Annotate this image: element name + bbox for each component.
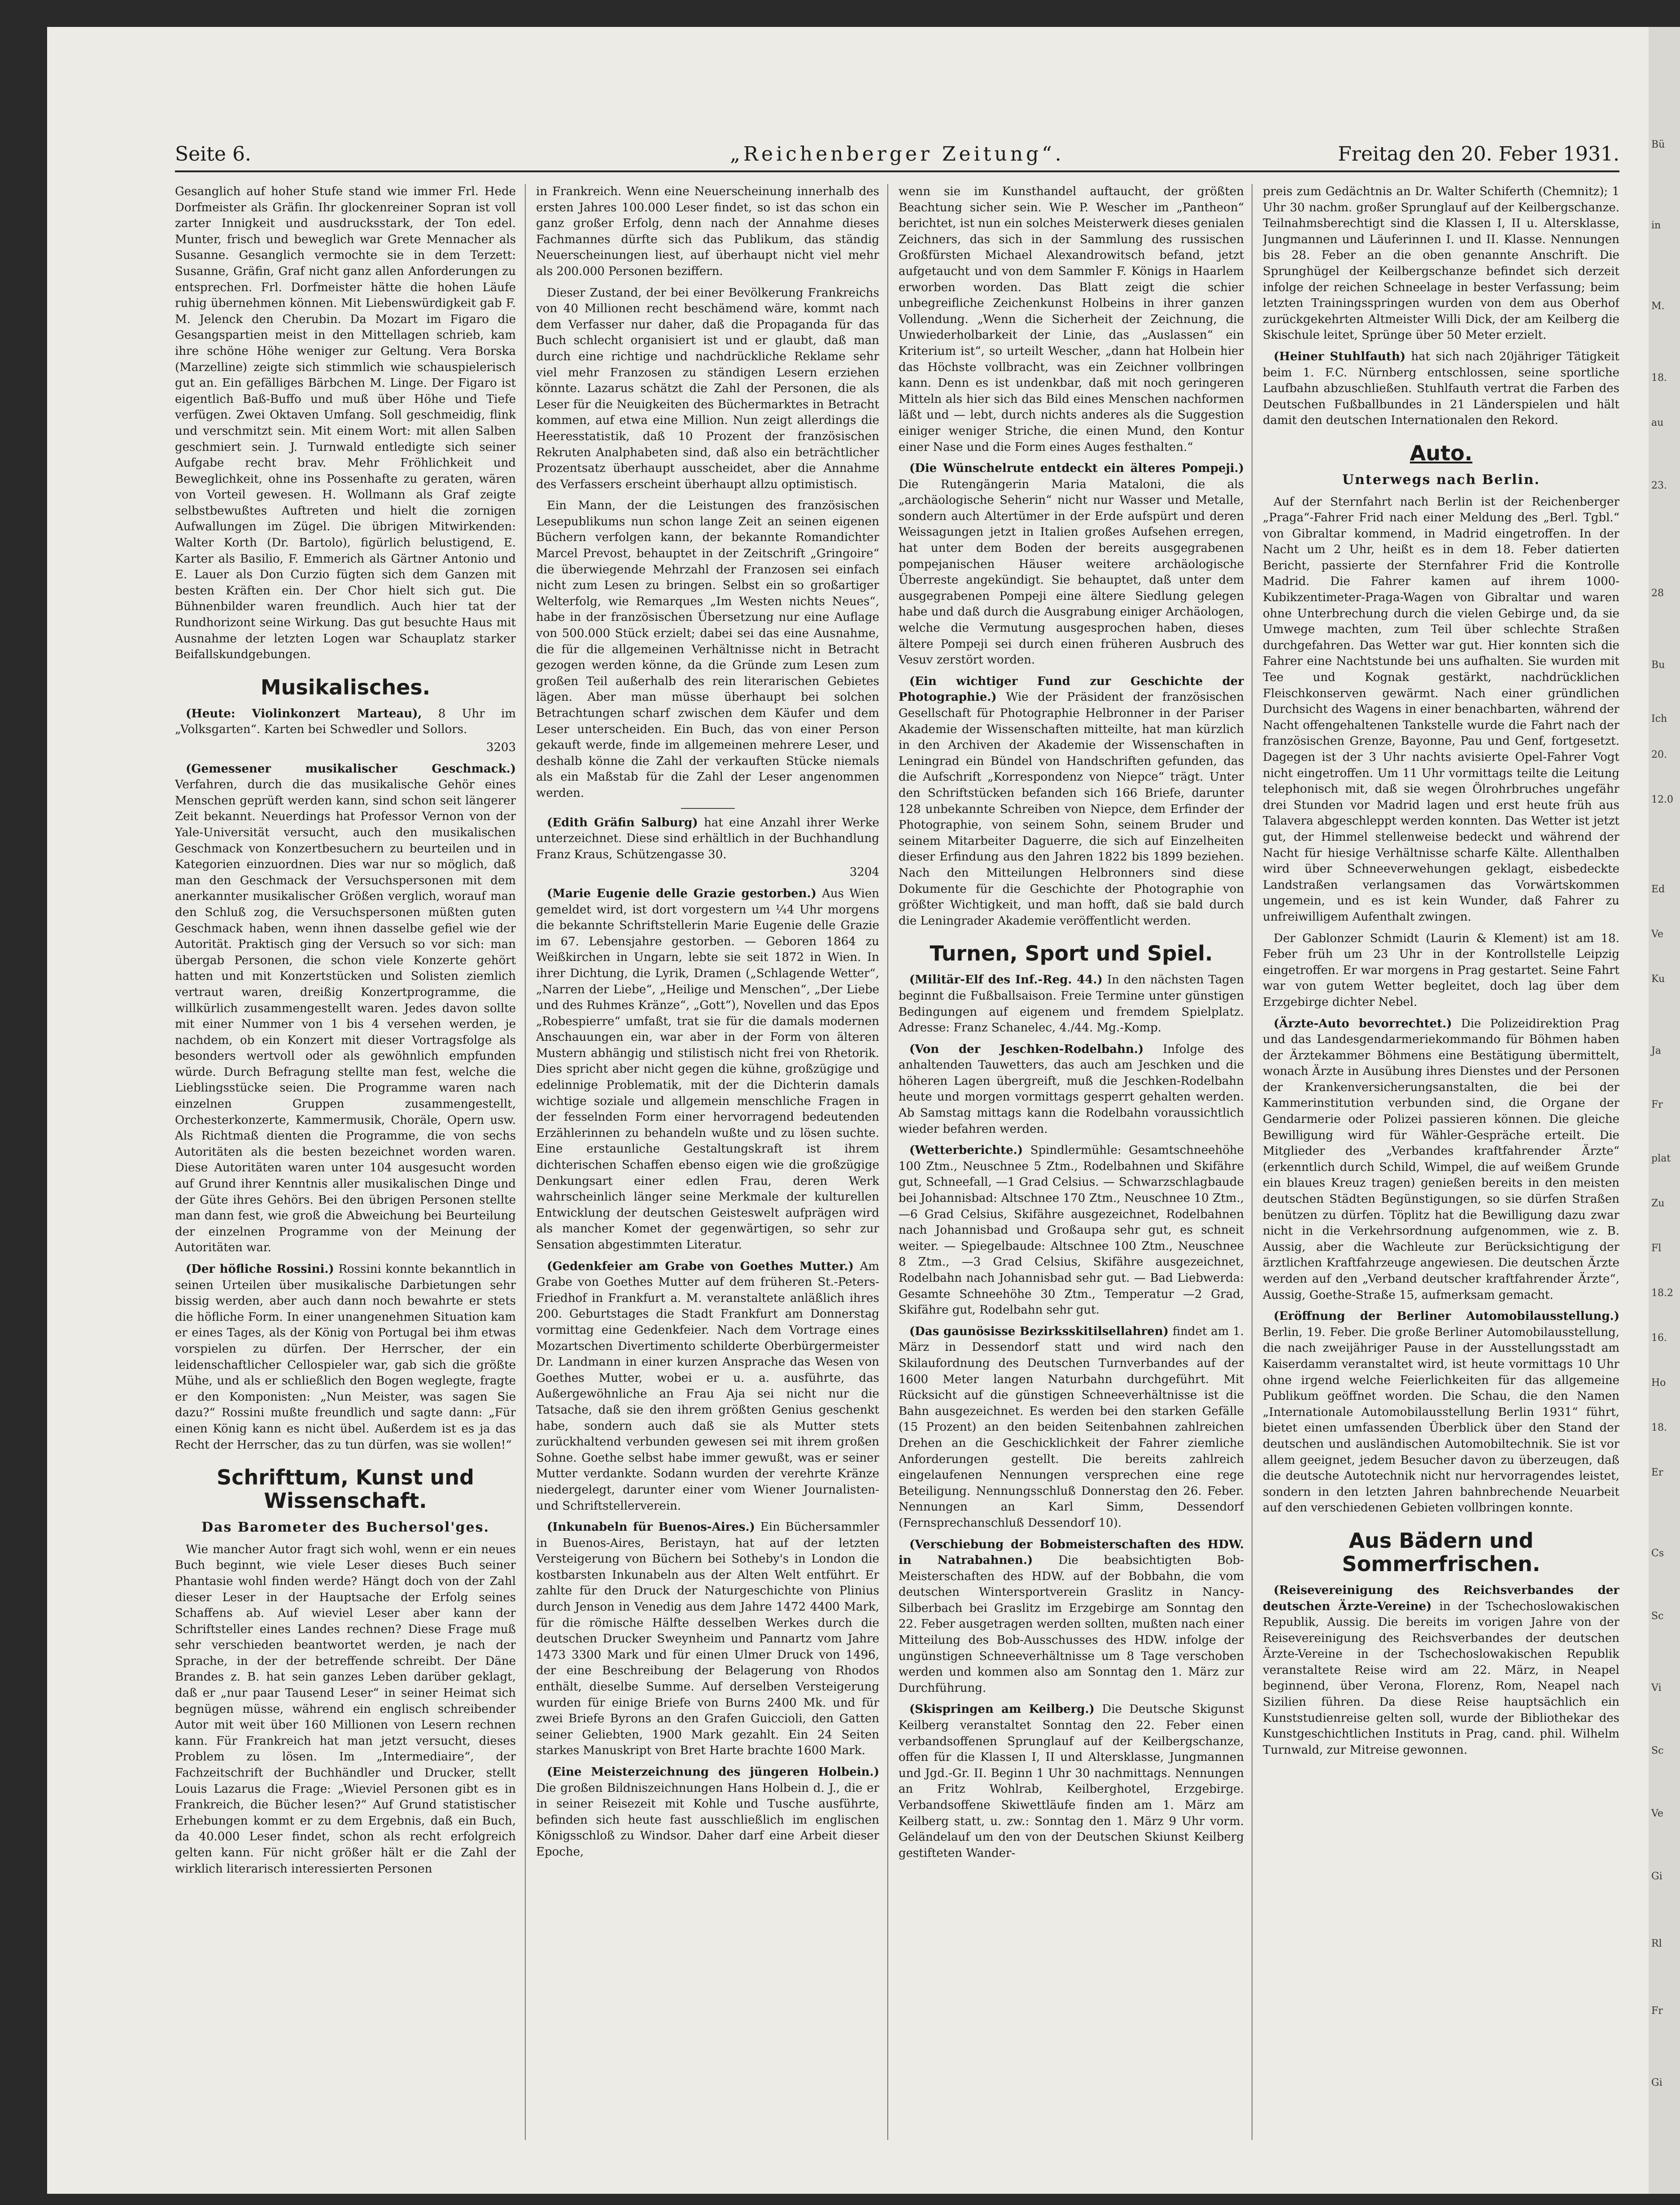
adjacent-page-fragment: Gi: [1651, 2077, 1663, 2088]
adjacent-page-fragment: 18.: [1651, 372, 1667, 384]
ad-number: 3204: [849, 865, 879, 879]
adjacent-page-fragment: Cs: [1651, 1548, 1664, 1559]
adjacent-page-fragment: Vi: [1651, 1682, 1662, 1694]
column-rule: [887, 184, 888, 2140]
section-heading-sport: Turnen, Sport und Spiel.: [929, 941, 1213, 966]
article-text: Auf der Sternfahrt nach Berlin ist der Reichenberger „Praga“-Fahrer Frid nach einer Meldung des „Berl. Tgbl.“ von Gibraltar kommend, in Madrid eingetroffen. In der Nacht um 2 Uhr, heißt es in dem 18. Feber datierten Bericht, passierte der Sternfahrer Frid die Kontrolle Madrid. Die Fahrer kamen auf ihrem 1000-Kubikzentimeter-Praga-Wagen von Gibraltar und waren ohne Unterbrechung durch die vielen Gebirge und, da sie Umwege machten, zum Teil über schlechte Straßen durchgefahren. Das Wetter war gut. Hier konnten sich die Fahrer eine Nachtstunde bei uns aufhalten. Sie wurden mit Tee und Kognak gestärkt, nachdrücklichen Fleischkonserven gewärmt. Nach einer gründlichen Durchsicht des Wagens in einer benachbarten, während der Nacht offengehaltenen Tankstelle wurde die Fahrt nach der französischen Grenze, Bayonne, Pau und Genf, fortgesetzt. Dagegen ist der 3 Uhr nachts avisierte Opel-Fahrer Vogt nicht eingetroffen. Um 11 Uhr vormittags teilte die Leitung telephonisch mit, daß sie wegen Ölrohrbruches ungefähr drei Stunden vor Madrid lagen und erst heute früh aus Talavera abgeschleppt werden konnten. Das Wetter ist jetzt gut, der Himmel stellenweise bedeckt und während der Nacht für hiesige Verhältnisse scharfe Kälte. Allenthalben wird über Schneeverwehungen geklagt, eisbedeckte Landstraßen verlangsamen das Vorwärtskommen ungemein, und es ist kein Wunder, daß Fahrer zu unfreiwilligem Aufenthalt zwingen.: [1263, 495, 1619, 924]
adjacent-page-fragment: Zu: [1651, 1198, 1665, 1209]
section-heading-spas: Aus Bädern und Sommerfrischen.: [1342, 1528, 1540, 1576]
adjacent-page-fragment: Rl: [1651, 1938, 1662, 1949]
adjacent-page-fragment: au: [1651, 417, 1664, 428]
adjacent-page-fragment: Ve: [1651, 1808, 1663, 1819]
ad-number: 3203: [486, 741, 516, 754]
article-text: (Wetterberichte.) Spindlermühle: Gesamtschneehöhe 100 Ztm., Neuschnee 5 Ztm., Rodelbahnen und Skifähre gut, Schneefall, —1 Grad Celsius. — Schwarzschlagbaude bei Johannisbad: Altschnee 170 Ztm., Neuschnee 10 Ztm., —6 Grad Celsius, Skifähre ausgezeichnet, Rodelbahnen nach Johannisbad und Großaupa sehr gut, es schneit weiter. — Spiegelbaude: Altschnee 100 Ztm., Neuschnee 8 Ztm., —3 Grad Celsius, Skifähre ausgezeichnet, Rodelbahn nach Johannisbad sehr gut. — Bad Liebwerda: Gesamte Schneehöhe 30 Ztm., Temperatur —2 Grad, Skifähre gut, Rodelbahn sehr gut.: [899, 1144, 1244, 1317]
adjacent-page-fragment: 12.0: [1651, 794, 1673, 805]
article-text: wenn sie im Kunsthandel auftaucht, der größten Beachtung sicher sein. Wie P. Wescher im „Pantheon“ berichtet, ist nun ein solches Meisterwerk dieses genialen Zeichners, das sich in der Sammlung des russischen Großfürsten Michael Alexandrowitsch befand, jetzt aufgetaucht und von dem Sammler F. Königs in Haarlem erworben worden. Das Blatt zeigt die schier unbegreifliche Zeichenkunst Holbeins in ihrer ganzen Vollendung. „Wenn die Sicherheit der Zeichnung, die Unwiederholbarkeit der Linie, das „Auslassen“ ein Kriterium ist“, so urteilt Wescher, „dann hat Holbein hier das Höchste vollbracht, was ein Zeichner vollbringen kann. Denn es ist undenkbar, daß mit noch geringeren Mitteln als hier sich das Bild eines Menschen nachformen läßt und — lebt, durch nichts anderes als die Suggestion einiger weniger Striche, die einen Mund, den Kontur einer Nase und die Form eines Auges festhalten.“: [899, 185, 1244, 454]
adjacent-page-fragment: Er: [1651, 1467, 1663, 1478]
article-text: (Ärzte-Auto bevorrechtet.) Die Polizeidirektion Prag und das Landesgendarmeriekommando für Böhmen haben der Ärztekammer Böhmens eine Bestätigung übermittelt, wonach Ärzte in Ausübung ihres Dienstes und der Personen der Krankenversicherungsanstalten, die bei der Kammerinstitution verbunden sind, die Organe der Gendarmerie oder Polizei passieren können. Die gleiche Bewilligung wird für Wähler-Gespräche erteilt. Die Mitglieder des „Verbandes kraftfahrender Ärzte“ (erkenntlich durch Schild, Wimpel, die auf weißem Grunde ein blaues Kreuz tragen) genießen bereits in den meisten deutschen Städten Begünstigungen, so sie dürfen Straßen benützen zu dürfen. Töplitz hat die Bewilligung dazu zwar nicht in die Verkehrsordnung aufgenommen, wie z. B. Aussig, aber die Wachleute zur Berücksichtigung der ärztlichen Kraftfahrzeuge angewiesen. Die deutschen Ärzte werden auf den „Verband deutscher kraftfahrender Ärzte“, Aussig, Goethe-Straße 15, aufmerksam gemacht.: [1263, 1017, 1619, 1302]
adjacent-page-fragment: Fr: [1651, 2005, 1663, 2017]
adjacent-page-fragment: 20.: [1651, 749, 1667, 760]
page-header: [175, 143, 1619, 172]
article-text: Dieser Zustand, der bei einer Bevölkerung Frankreichs von 40 Millionen recht beschämend wäre, kommt nach dem Verfasser nur daher, daß die Propaganda für das Buch schlecht organisiert ist und er glaubt, daß man durch eine richtige und nachdrückliche Reklame sehr viel mehr Franzosen zu ständigen Lesern erziehen könnte. Lazarus schätzt die Zahl der Personen, die als Leser für die Neuigkeiten des Büchermarktes in Betracht kommen, auf etwa eine Million. Nun zeigt allerdings die Heeresstatistik, daß 10 Prozent der französischen Rekruten Analphabeten sind, daß also ein beträchtlicher Prozentsatz überhaupt ausscheidet, aber die Annahme des Verfassers erscheint überhaupt allzu optimistisch.: [536, 286, 879, 491]
adjacent-page-edge: [1649, 27, 1680, 2194]
article-text: Ein Mann, der die Leistungen des französischen Lesepublikums nun schon lange Zeit an seinen eigenen Büchern verfolgen kann, der bekannte Romandichter Marcel Prevost, behauptet in der Zeitschrift „Gringoire“ die überwiegende Mehrzahl der Franzosen sei einfach nicht zum Lesen zu bringen. Selbst ein so großartiger Welterfolg, wie Remarques „Im Westen nichts Neues“, habe in der französischen Übersetzung nur eine Auflage von 500.000 Stück erzielt; dabei sei das eine Ausnahme, die für die allgemeinen Verhältnisse nicht in Betracht gezogen werden könne, da die Gründe zum Lesen zum großen Teil außerhalb des rein literarischen Gebietes lägen. Aber man müsse überhaupt bei solchen Betrachtungen scharf zwischen dem Käufer und dem Leser unterscheiden. Ein Buch, das von einer Person gekauft werde, finde im allgemeinen mehrere Leser, und deshalb könne die Zahl der verkauften Stücke niemals als ein Maßstab für die Zahl der Leser angenommen werden.: [536, 499, 879, 800]
article-text: (Gedenkfeier am Grabe von Goethes Mutter.) Am Grabe von Goethes Mutter auf dem früheren St.-Peters-Friedhof in Frankfurt a. M. veranstaltete anläßlich ihres 200. Geburtstages die Stadt Frankfurt am Donnerstag vormittag eine Gedenkfeier. Nach dem Vortrage eines Mozartschen Divertimento schilderte Oberbürgermeister Dr. Landmann in einer kurzen Ansprache das Wesen von Goethes Mutter, wobei er u. a. ausführte, das Außergewöhnliche an Frau Aja sei nicht nur die Tatsache, daß sie den ihrem größten Genius geschenkt habe, sondern auch daß sie als Mutter stets zurückhaltend verbunden gewesen sei mit ihrem großen Sohne. Goethe selbst habe immer gewußt, was er seiner Mutter verdankte. Sodann wurden der verehrte Kränze niedergelegt, darunter einer vom Wiener Journalisten- und Schriftstellerverein.: [536, 1259, 879, 1513]
article-text: (Von der Jeschken-Rodelbahn.) Infolge des anhaltenden Tauwetters, das auch am Jeschken und die höheren Lagen übergreift, muß die Jeschken-Rodelbahn heute und morgen vormittags gesperrt gehalten werden. Ab Samstag mittags kann die Rodelbahn voraussichtlich wieder befahren werden.: [899, 1042, 1244, 1136]
article-text: (Der höfliche Rossini.) Rossini konnte bekanntlich in seinen Urteilen über musikalische Darbietungen sehr bissig werden, aber auch dann noch bewahrte er stets die höfliche Form. In einer unangenehmen Situation kam er eines Tages, als der König von Portugal bei ihm etwas vorspielen zu dürfen. Der Herrscher, der ein leidenschaftlicher Cellospieler war, gab sich die größte Mühe, und als er schließlich den Bogen weglegte, fragte er den Komponisten: „Nun Meister, was sagen Sie dazu?“ Rossini mußte freundlich und sagte dann: „Für einen König kann es nicht übel. Außerdem ist es ja das Recht der Herrscher, das zu tun dürfen, was sie wollen!“: [175, 1262, 516, 1452]
page-number: Seite 6.: [175, 143, 251, 166]
adjacent-page-fragment: 23.: [1651, 480, 1667, 491]
section-heading-auto: Auto.: [1409, 441, 1473, 465]
article-text: (Gemessener musikalischer Geschmack.) Verfahren, durch die das musikalische Gehör eines Menschen geprüft werden kann, sind schon seit längerer Zeit bekannt. Neuerdings hat Professor Vernon von der Yale-Universität versucht, auch den musikalischen Geschmack von Konzertbesuchern zu beurteilen und in Kategorien einzuordnen. Dies war nur so möglich, daß man den Geschmack der Versuchspersonen mit dem anerkannter musikalischer Größen verglich, worauf man den Schluß zog, die Versuchspersonen müßten guten Geschmack haben, wenn ihnen dasselbe gefiel wie der Autorität. Praktisch ging der Versuch so vor sich: man übergab Personen, die schon viele Konzerte gehört hatten und mit Konzertstücken und Solisten ziemlich vertraut waren, dreißig Konzertprogramme, die willkürlich zusammengestellt waren. Jedes davon sollte mit einer Nummer von 1 bis 4 versehen werden, je nachdem, ob ein Konzert mit dieser Vortragsfolge als besonders wertvoll oder als gewöhnlich empfunden würde. Durch Befragung stellte man fest, welche die Lieblingsstücke seien. Die Programme waren nach einzelnen Gruppen zusammengestellt, Orchesterkonzerte, Kammermusik, Choräle, Opern usw. Als Richtmaß dienten die Programme, die von sechs Autoritäten als die besten bezeichnet worden waren. Diese Autoritäten waren unter 104 ausgesucht worden auf Grund ihrer Kenntnis aller musikalischen Dinge und der Güte ihres Gehörs. Bei den übrigen Personen stellte man dann fest, wie groß die Abweichung bei Beurteilung der einzelnen Programme von der Meinung der Autoritäten war.: [175, 762, 516, 1255]
article-text: (Verschiebung der Bobmeisterschaften des HDW. in Natrabahnen.) Die beabsichtigten Bob-Meisterschaften des HDW. auf der Bobbahn, die vom deutschen Wintersportverein Graslitz in Nancy-Silberbach bei Graslitz im Erzgebirge am Sonntag den 22. Feber ausgetragen werden sollten, mußten nach einer Mitteilung des Bob-Ausschusses des HDW. infolge der ungünstigen Schneeverhältnisse um 8 Tage verschoben werden und kommen also am Sonntag den 1. März zur Durchführung.: [899, 1537, 1244, 1695]
divider: [681, 808, 735, 809]
masthead: „Reichenberger Zeitung“.: [730, 143, 1065, 166]
article-text: (Inkunabeln für Buenos-Aires.) Ein Büchersammler in Buenos-Aires, Beristayn, hat auf der letzten Versteigerung von Büchern bei Sotheby's in London die kostbarsten Inkunabeln aus der Alten Welt entführt. Er zahlte für den Druck der Naturgeschichte von Plinius durch Jenson in Venedig aus dem Jahre 1472 4400 Mark, für die römische Hälfte desselben Werkes durch die deutschen Drucker Sweynheim und Pannartz vom Jahre 1473 3300 Mark und für einen Ulmer Druck von 1496, der eine Beschreibung der Belagerung von Rhodos enthält, dieselbe Summe. Auf derselben Versteigerung wurden für einige Briefe von Burns 2400 Mk. und für zwei Briefe Byrons an den Grafen Guiccioli, den Gatten seiner Geliebten, 1900 Mark gezahlt. Ein 24 Seiten starkes Manuskript von Bret Harte brachte 1600 Mark.: [536, 1520, 879, 1758]
adjacent-page-fragment: Fl: [1651, 1243, 1662, 1254]
article-text: (Marie Eugenie delle Grazie gestorben.) Aus Wien gemeldet wird, ist dort vorgestern um ¼4 Uhr morgens die bekannte Schriftstellerin Marie Eugenie delle Grazie im 67. Lebensjahre gestorben. — Geboren 1864 zu Weißkirchen in Ungarn, lebte sie seit 1872 in Wien. In ihrer Dichtung, die Lyrik, Dramen („Schlagende Wetter“, „Narren der Liebe“, „Heilige und Menschen“, „Der Liebe und des Ruhmes Kränze“, „Gott“), Novellen und das Epos „Robespierre“ umfaßt, trat sie für die damals modernen Anschauungen ein, war aber in der Form von älteren Mustern abhängig und stilistisch nicht frei von Rhetorik. Dies spricht aber nicht gegen die kühne, großzügige und edelinnige Problematik, mit der die Dichterin damals wichtige soziale und allgemein menschliche Fragen in der fesselnden Form einer hervorragend bedeutenden Erzählerinnen zu behandeln wußte und zu lösen suchte. Eine erstaunliche Gestaltungskraft ist ihrem dichterischen Schaffen ebenso eigen wie die großzügige Denkungsart einer edlen Frau, deren Werk wahrscheinlich länger seine Merkmale der kulturellen Entwicklung der deutschen Geisteswelt aufprägen wird als mancher Komet der gegenwärtigen, so sehr zur Sensation abgestimmten Literatur.: [536, 886, 879, 1252]
adjacent-page-fragment: Ed: [1651, 884, 1665, 895]
article-text: preis zum Gedächtnis an Dr. Walter Schiferth (Chemnitz); 1 Uhr 30 nachm. großer Sprunglauf auf der Keilbergschanze. Teilnahmsberechtigt sind die Klassen I, II u. Altersklasse, Jungmannen und Läuferinnen I. und II. Klasse. Nennungen bis 28. Feber an die oben genannte Anschrift. Die Sprunghügel der Keilbergschanze befindet sich derzeit infolge der reichen Schneelage in bester Verfassung; beim letzten Trainingsspringen wurden von dem aus Oberhof zurückgekehrten Altmeister Willi Dick, der am Keilberg die Skischule leitet, Sprünge über 50 Meter erzielt.: [1263, 185, 1619, 342]
section-heading-music: Musikalisches.: [260, 675, 431, 699]
section-heading-literature: Schrifttum, Kunst und Wissenschaft.: [217, 1465, 474, 1513]
article-text: (Militär-Elf des Inf.-Reg. 44.) In den nächsten Tagen beginnt die Fußballsaison. Freie Termine unter günstigen Bedingungen auf eigenem und fremdem Spielplatz. Adresse: Franz Schanelec, 4./44. Mg.-Komp.: [899, 973, 1244, 1035]
adjacent-page-fragment: plat: [1651, 1153, 1671, 1164]
adjacent-page-fragment: M.: [1651, 301, 1665, 312]
adjacent-page-fragment: 18.2: [1651, 1288, 1673, 1299]
article-text: (Eröffnung der Berliner Automobilausstellung.) Berlin, 19. Feber. Die große Berliner Automobilausstellung, die nach zweijähriger Pause in der Ausstellungsstadt am Kaiserdamm veranstaltet wird, ist heute vormittags 10 Uhr ohne irgend welche Feierlichkeiten für das allgemeine Publikum geöffnet worden. Die Schau, die den Namen „Internationale Automobilausstellung Berlin 1931“ führt, bietet einen umfassenden Überblick über den Stand der deutschen und ausländischen Automobiltechnik. Sie ist vor allem geeignet, jedem Besucher davon zu überzeugen, daß die deutsche Autotechnik nicht nur hervorragendes leistet, sondern in den letzten Jahren bahnbrechende Neuarbeit auf den verschiedenen Gebieten vollbringen konnte.: [1263, 1310, 1619, 1515]
adjacent-page-fragment: 28: [1651, 588, 1664, 599]
article-text: (Ein wichtiger Fund zur Geschichte der Photographie.) Wie der Präsident der französischen Gesellschaft für Photographie Helbronner in der Pariser Akademie der Wissenschaften mitteilte, hat man kürzlich in den Archiven der Akademie der Wissenschaften in Leningrad ein Bündel von Handschriften gefunden, das die Aufschrift „Korrespondenz von Niepce“ trägt. Unter den Schriftstücken befanden sich 166 Briefe, darunter 128 unbekannte Schreiben von Niepce, dem Erfinder der Photographie, von seinem Sohn, seinem Bruder und seinem Mitarbeiter Daguerre, die sich auf Einzelheiten dieser Erfindung aus den Jahren 1822 bis 1899 beziehen. Nach den Mitteilungen Helbronners sind diese Dokumente für die Geschichte der Photographie von größter Wichtigkeit, und man hofft, daß sie bald durch die Leningrader Akademie veröffentlicht werden.: [899, 674, 1244, 928]
article-text: Der Gablonzer Schmidt (Laurin & Klement) ist am 18. Feber früh um 23 Uhr in der Kontrollstelle Leipzig eingetroffen. Er war morgens in Prag gestartet. Seine Fahrt war von gutem Wetter begleitet, doch lag über dem Erzgebirge dichter Nebel.: [1263, 931, 1619, 1009]
adjacent-page-fragment: 18.: [1651, 1422, 1667, 1433]
column-3: [899, 184, 1244, 2140]
notice: (Heute: Violinkonzert Marteau), 8 Uhr im „Volksgarten“. Karten bei Schwedler und Sollors.: [175, 707, 516, 737]
article-headline: Das Barometer des Buchersol'ges.: [201, 1519, 489, 1536]
column-2: [536, 184, 879, 2140]
column-1: [175, 184, 516, 2140]
article-text: Wie mancher Autor fragt sich wohl, wenn er ein neues Buch beginnt, wie viele Leser dieses Buch seiner Phantasie wohl finden werde? Hängt doch von der Zahl dieser Leser in der Hauptsache der Erfolg seines Schaffens ab. Auf wieviel Leser aber kann der Schriftsteller eines Landes rechnen? Diese Frage muß sehr verschieden beantwortet werden, je nach der Sprache, in der der betreffende schreibt. Der Däne Brandes z. B. hat sein ganzes Leben darüber geklagt, daß er „nur paar Tausend Leser“ in seiner Heimat sich begnügen müsse, während ein englisch schreibender Autor mit weit über 160 Millionen von Lesern rechnen kann. Für Frankreich hat man jetzt versucht, dieses Problem zu lösen. Im „Intermediaire“, der Fachzeitschrift der Buchhändler und Drucker, stellt Louis Lazarus die Frage: „Wieviel Personen gibt es in Frankreich, die Bücher lesen?“ Auf Grund statistischer Erhebungen kommt er zu dem Ergebnis, daß ein Buch, da 40.000 Leser findet, schon als recht erfolgreich gelten kann. Für nicht größer hält er die Zahl der wirklich literarisch interessierten Personen: [175, 1542, 516, 1876]
column-4: [1263, 184, 1619, 2140]
adjacent-page-fragment: Fr: [1651, 1099, 1663, 1110]
adjacent-page-fragment: Ja: [1651, 1045, 1661, 1057]
adjacent-page-fragment: in: [1651, 220, 1661, 231]
adjacent-page-fragment: Sc: [1651, 1611, 1664, 1622]
adjacent-page-fragment: Bu: [1651, 659, 1665, 671]
article-text: (Skispringen am Keilberg.) Die Deutsche Skigunst Keilberg veranstaltet Sonntag den 22. Feber einen verbandsoffenen Sprunglauf auf der Keilbergschanze, offen für die Klassen I, II und Altersklasse, Jungmannen und Jgd.-Gr. II. Beginn 1 Uhr 30 nachmittags. Nennungen an Fritz Wohlrab, Keilberghotel, Erzgebirge. Verbandsoffene Skiwettläufe finden am 1. März am Keilberg statt, u. zw.: Sonntag den 1. März 9 Uhr vorm. Geländelauf um den von der Deutschen Skiunst Keilberg gestifteten Wander-: [899, 1703, 1244, 1860]
adjacent-page-fragment: Ich: [1651, 713, 1667, 725]
article-text: (Das gaunösisse Bezirksskitilsellahren) findet am 1. März in Dessendorf statt und wird nach den Skilaufordnung des Deutschen Turnverbandes auf der 1600 Meter langen Naturbahn durchgeführt. Mit Rücksicht auf die günstigen Schneeverhältnisse ist die Bahn ausgezeichnet. Es werden bei den starken Gefälle (15 Prozent) an den beiden Seitenbahnen zahlreichen Drehen an die Geschicklichkeit der Fahrer ziemliche Anforderungen gestellt. Die bereits zahlreich eingelaufenen Nennungen versprechen eine rege Beteiligung. Nennungsschluß Donnerstag den 26. Feber. Nennungen an Karl Simm, Dessendorf (Fernsprechanschluß Dessendorf 10).: [899, 1324, 1244, 1530]
adjacent-page-fragment: Ve: [1651, 929, 1663, 940]
article-text: (Heiner Stuhlfauth) hat sich nach 20jähriger Tätigkeit beim 1. F.C. Nürnberg entschlossen, seine sportliche Laufbahn abzuschließen. Stuhlfauth vertrat die Farben des Deutschen Fußballbundes in 21 Länderspielen und hält damit den deutschen Internationalen den Rekord.: [1263, 349, 1619, 428]
article-text: in Frankreich. Wenn eine Neuerscheinung innerhalb des ersten Jahres 100.000 Leser findet, so ist das schon ein ganz großer Erfolg, denn nach der Annahme dieses Fachmannes dürfte sich das Publikum, das ständig Neuerscheinungen liest, auf überhaupt nicht viel mehr als 200.000 Personen beziffern.: [536, 185, 879, 278]
adjacent-page-fragment: 16.: [1651, 1332, 1667, 1344]
issue-date: Freitag den 20. Feber 1931.: [1338, 143, 1619, 166]
adjacent-page-fragment: Ho: [1651, 1377, 1666, 1388]
adjacent-page-fragment: Ku: [1651, 974, 1665, 985]
adjacent-page-fragment: Bü: [1651, 139, 1665, 150]
column-rule: [525, 184, 526, 2140]
notice: (Edith Gräfin Salburg) hat eine Anzahl ihrer Werke unterzeichnet. Diese sind erhältlich in der Buchhandlung Franz Kraus, Schützengasse 30.: [536, 816, 879, 861]
adjacent-page-fragment: Gi: [1651, 1871, 1663, 1882]
article-text: (Eine Meisterzeichnung des jüngeren Holbein.) Die großen Bildniszeichnungen Hans Holbein d. J., die er in seiner Reisezeit mit Kohle und Tusche ausführte, befinden sich heute fast ausschließlich im englischen Königsschloß zu Windsor. Daher darf eine Arbeit dieser Epoche,: [536, 1765, 879, 1859]
adjacent-page-fragment: Sc: [1651, 1745, 1664, 1756]
article-headline: Unterwegs nach Berlin.: [1342, 472, 1540, 488]
article-text: Gesanglich auf hoher Stufe stand wie immer Frl. Hede Dorfmeister als Gräfin. Ihr glockenreiner Sopran ist voll zarter Innigkeit und ausdrucksstark, der Ton edel. Munter, frisch und beweglich war Grete Mennacher als Susanne. Gesanglich vermochte sie in dem Terzett: Susanne, Gräfin, Graf nicht ganz allen Anforderungen zu entsprechen. Frl. Dorfmeister hätte die hohen Läufe ruhig übernehmen können. Mit Liebenswürdigkeit gab F. M. Jelenck den Cherubin. Da Mozart im Figaro die Gesangspartien meist in den Mittellagen schrieb, kam ihre schöne Höhe weniger zur Geltung. Vera Borska (Marzelline) zeigte sich stimmlich wie schauspielerisch gut an. Ein gefälliges Bärbchen M. Linge. Der Figaro ist eigentlich Baß-Buffo und muß über Höhe und Tiefe verfügen. Zwei Oktaven Umfang. Soll geschmeidig, flink und verschmitzt sein. Mit einem Wort: mit allen Salben geschmiert sein. J. Turnwald entledigte sich seiner Aufgabe recht brav. Mehr Fröhlichkeit und Beweglichkeit, ohne ins Possenhafte zu geraten, wären von Vorteil gewesen. H. Wollmann als Graf zeigte selbstbewußtes Auftreten und hielt die zornigen Aufwallungen im Zügel. Die übrigen Mitwirkenden: Walter Korth (Dr. Bartolo), figürlich belustigend, E. Karter als Basilio, F. Emmerich als Gärtner Antonio und E. Lauer als Don Curzio fügten sich dem Ganzen mit besten Kräften ein. Der Chor hielt sich gut. Die Bühnenbilder waren freundlich. Auch hier tat der Rundhorizont seine Wirkung. Das gut besuchte Haus mit Ausnahme der letzten Logen war Schauplatz starker Beifallskundgebungen.: [175, 185, 516, 662]
article-text: (Reisevereinigung des Reichsverbandes der deutschen Ärzte-Vereine) in der Tschechoslowakischen Republik, Aussig. Die bereits im vorigen Jahre von der Reisevereinigung des Reichsverbandes der deutschen Ärzte-Vereine in der Tschechoslowakischen Republik veranstaltete Reise wird am 22. März, in Neapel beginnend, über Verona, Florenz, Rom, Neapel nach Sizilien führen. Da diese Reise hauptsächlich ein Kunststudienreise gelten soll, wurde der Bibliothekar des Kunstgeschichtlichen Instituts in Prag, cand. phil. Wilhelm Turnwald, zur Mitreise gewonnen.: [1263, 1583, 1619, 1757]
article-text: (Die Wünschelrute entdeckt ein älteres Pompeji.) Die Rutengängerin Maria Mataloni, die als „archäologische Seherin“ nicht nur Wasser und Metalle, sondern auch Altertümer in der Erde aufspürt und deren Weissagungen jetzt in Italien großes Aufsehen erregen, hat unter dem Boden der bereits ausgegrabenen pompejanischen Häuser weitere archäologische Überreste angekündigt. Sie behauptet, daß unter dem ausgegrabenen Pompeji eine ältere Siedlung gelegen habe und daß durch die Ausgrabung einiger Archäologen, welche die Vermutung ausgesprochen haben, dieses ältere Pompeji sei durch einen früheren Ausbruch des Vesuv zerstört worden.: [899, 462, 1244, 667]
